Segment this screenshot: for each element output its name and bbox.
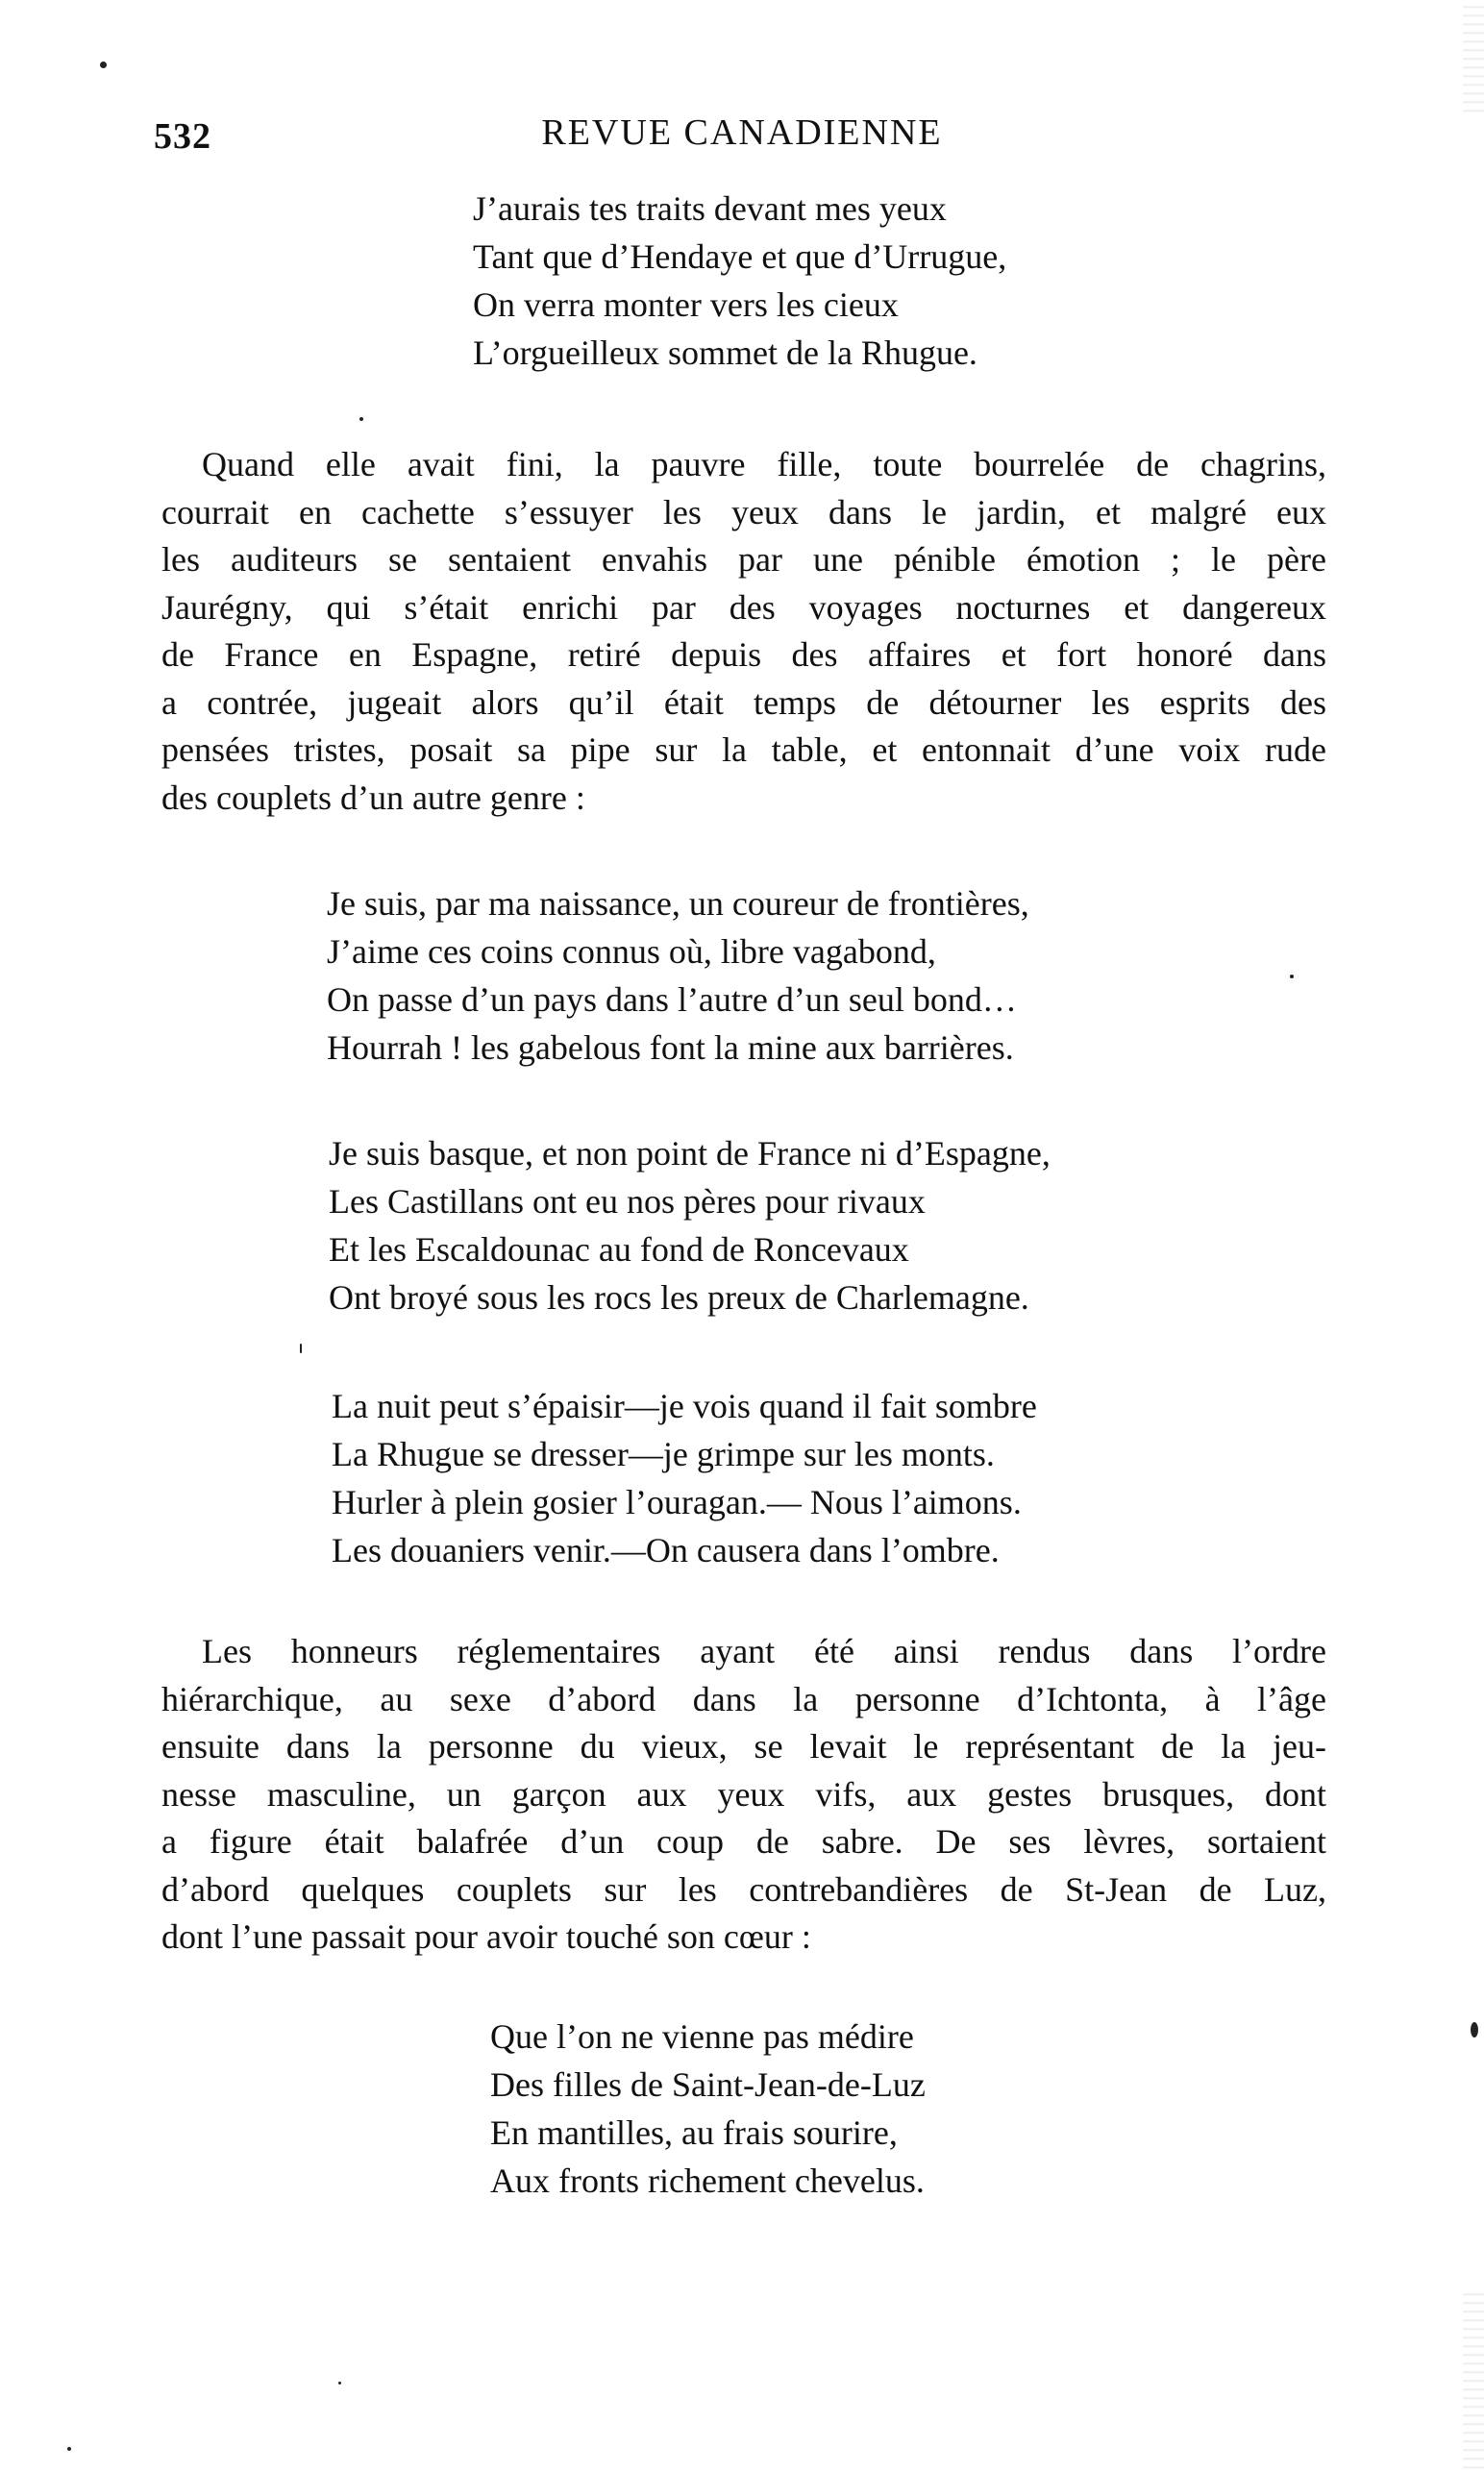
verse-line: Que l’on ne vienne pas médire	[490, 2017, 914, 2056]
prose-line: a figure était balafrée d’un coup de sabre. De ses lèvres, sortaient	[161, 1822, 1326, 1861]
scan-edge-noise	[1463, 2287, 1484, 2470]
verse-line: Ont broyé sous les rocs les preux de Charlemagne.	[329, 1278, 1029, 1317]
prose-line: dont l’une passait pour avoir touché son cœur :	[161, 1917, 811, 1956]
scan-speck	[100, 62, 107, 68]
prose-line: ensuite dans la personne du vieux, se levait le représentant de la jeu-	[161, 1727, 1326, 1766]
prose-line: a contrée, jugeait alors qu’il était temps de détourner les esprits des	[161, 682, 1326, 722]
scan-speck	[1471, 2022, 1478, 2038]
scan-speck	[338, 2382, 341, 2384]
page-number: 532	[154, 116, 211, 157]
prose-line: courrait en cachette s’essuyer les yeux dans le jardin, et malgré eux	[161, 492, 1326, 531]
verse-line: Les Castillans ont eu nos pères pour rivaux	[329, 1182, 926, 1221]
verse-line: Aux fronts richement chevelus.	[490, 2161, 925, 2200]
prose-line: des couplets d’un autre genre :	[161, 778, 585, 817]
prose-line: les auditeurs se sentaient envahis par une pénible émotion ; le père	[161, 540, 1326, 579]
verse-line: La Rhugue se dresser—je grimpe sur les monts.	[332, 1435, 995, 1473]
verse-line: On passe d’un pays dans l’autre d’un seul bond…	[327, 980, 1017, 1019]
prose-line: hiérarchique, au sexe d’abord dans la personne d’Ichtonta, à l’âge	[161, 1679, 1326, 1718]
scan-edge-noise	[1463, 0, 1484, 115]
running-head: REVUE CANADIENNE	[541, 112, 943, 153]
paragraph-1	[161, 441, 1326, 822]
verse-line: Je suis, par ma naissance, un coureur de frontières,	[327, 884, 1029, 923]
prose-line: Les honneurs réglementaires ayant été ainsi rendus dans l’ordre	[202, 1632, 1326, 1670]
verse-line: Hurler à plein gosier l’ouragan.— Nous l’aimons.	[332, 1483, 1022, 1521]
verse-line: En mantilles, au frais sourire,	[490, 2113, 898, 2152]
verse-line: J’aurais tes traits devant mes yeux	[473, 189, 947, 228]
prose-line: nesse masculine, un garçon aux yeux vifs, aux gestes brusques, dont	[161, 1774, 1326, 1814]
verse-line: Des filles de Saint-Jean-de-Luz	[490, 2065, 926, 2104]
verse-line: L’orgueilleux sommet de la Rhugue.	[473, 333, 977, 372]
scan-speck	[300, 1344, 302, 1353]
verse-line: La nuit peut s’épaisir—je vois quand il fait sombre	[332, 1387, 1037, 1425]
verse-stanza-1	[473, 185, 1006, 377]
verse-stanza-5	[490, 2013, 926, 2205]
verse-line: Hourrah ! les gabelous font la mine aux barrières.	[327, 1028, 1014, 1067]
verse-line: Je suis basque, et non point de France ni d’Espagne,	[329, 1134, 1051, 1173]
verse-line: Et les Escaldounac au fond de Roncevaux	[329, 1230, 909, 1269]
verse-stanza-4	[332, 1382, 1037, 1574]
scan-speck	[359, 417, 363, 421]
scan-speck	[1290, 975, 1294, 978]
verse-stanza-2	[327, 879, 1029, 1072]
verse-line: On verra monter vers les cieux	[473, 285, 899, 324]
verse-line: Tant que d’Hendaye et que d’Urrugue,	[473, 237, 1007, 276]
prose-line: Jaurégny, qui s’était enrichi par des voyages nocturnes et dangereux	[161, 587, 1326, 627]
verse-stanza-3	[329, 1129, 1051, 1321]
scan-speck	[67, 2447, 71, 2451]
prose-line: d’abord quelques couplets sur les contrebandières de St-Jean de Luz,	[161, 1869, 1326, 1909]
prose-line: de France en Espagne, retiré depuis des affaires et fort honoré dans	[161, 635, 1326, 674]
paragraph-2	[161, 1628, 1326, 1962]
verse-line: J’aime ces coins connus où, libre vagabond,	[327, 932, 936, 971]
verse-line: Les douaniers venir.—On causera dans l’ombre.	[332, 1531, 1000, 1569]
prose-line: Quand elle avait fini, la pauvre fille, toute bourrelée de chagrins,	[202, 445, 1326, 483]
prose-line: pensées tristes, posait sa pipe sur la table, et entonnait d’une voix rude	[161, 730, 1326, 769]
